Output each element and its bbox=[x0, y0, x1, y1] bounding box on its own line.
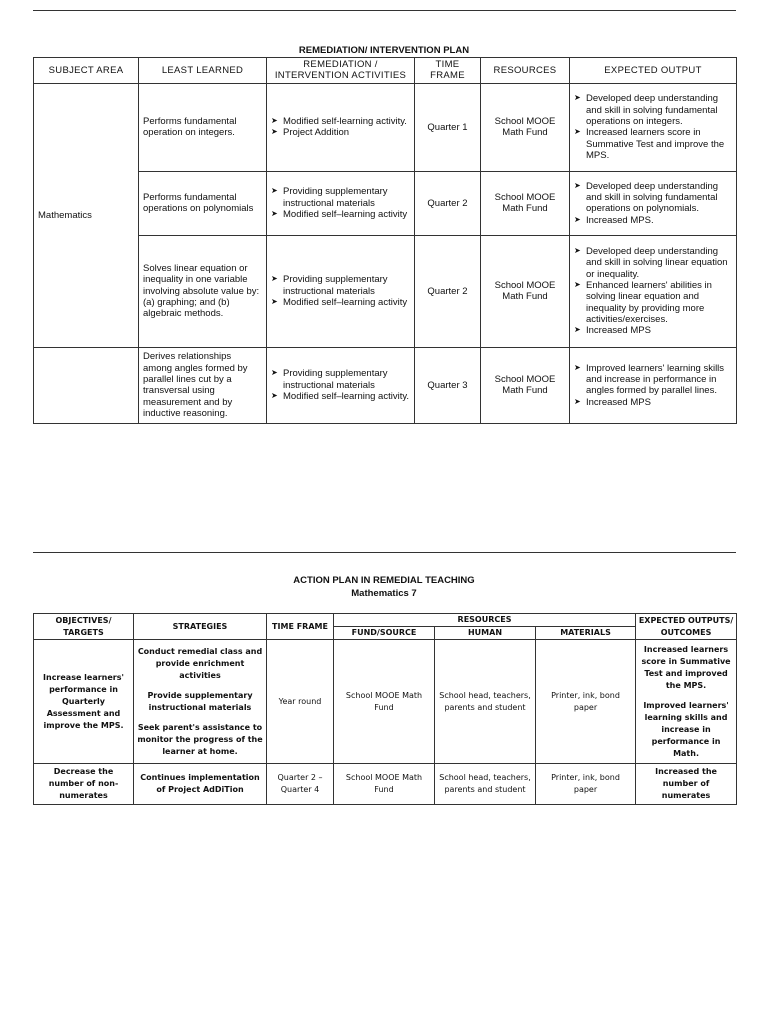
human-cell: School head, teachers, parents and student bbox=[435, 640, 536, 764]
strategies-cell bbox=[134, 640, 267, 764]
time-frame-cell: Quarter 2 – Quarter 4 bbox=[267, 764, 334, 805]
remediation-plan-title: REMEDIATION/ INTERVENTION PLAN bbox=[298, 45, 470, 56]
list-item: ➤ Modified self–learning activity bbox=[271, 209, 410, 220]
table-row bbox=[34, 764, 737, 805]
objective-cell: Decrease the number of non-numerates bbox=[34, 764, 134, 805]
table-row bbox=[34, 83, 737, 171]
action-plan-table bbox=[33, 613, 737, 805]
activities-cell bbox=[267, 171, 415, 235]
outputs-cell: Increased the number of numerates bbox=[636, 764, 737, 805]
expected-output-cell bbox=[570, 83, 737, 171]
time-frame-cell: Quarter 2 bbox=[415, 171, 481, 235]
strategy-text: Conduct remedial class and provide enrichment activities bbox=[137, 646, 263, 680]
resources-cell: School MOOE Math Fund bbox=[481, 83, 570, 171]
header-fund-source: FUND/SOURCE bbox=[334, 627, 435, 640]
list-item: ➤ Increased MPS bbox=[574, 325, 732, 336]
expected-output-cell bbox=[570, 171, 737, 235]
activities-cell bbox=[267, 347, 415, 423]
header-subject-area: SUBJECT AREA bbox=[34, 58, 139, 84]
list-item: ➤ Improved learners' learning skills and increase in performance in angles formed by parallel lines. bbox=[574, 363, 732, 397]
least-learned-cell: Derives relationships among angles formed by parallel lines cut by a transversal using measurement and by inductive reasoning. bbox=[139, 347, 267, 423]
action-plan-title: ACTION PLAN IN REMEDIAL TEACHING bbox=[293, 575, 475, 586]
objective-cell: Increase learners' performance in Quarterly Assessment and improve the MPS. bbox=[34, 640, 134, 764]
time-frame-cell: Quarter 2 bbox=[415, 235, 481, 347]
header-time-frame: TIME FRAME bbox=[267, 614, 334, 640]
activities-cell bbox=[267, 83, 415, 171]
subject-cell-empty bbox=[34, 347, 139, 423]
time-frame-cell: Quarter 3 bbox=[415, 347, 481, 423]
header-activities: REMEDIATION / INTERVENTION ACTIVITIES bbox=[267, 58, 415, 84]
header-human: HUMAN bbox=[435, 627, 536, 640]
table-header-row bbox=[34, 614, 737, 627]
least-learned-cell: Performs fundamental operations on polynomials bbox=[139, 171, 267, 235]
expected-output-cell bbox=[570, 347, 737, 423]
remediation-plan-table bbox=[33, 57, 737, 424]
header-resources: RESOURCES bbox=[334, 614, 636, 627]
fund-cell: School MOOE Math Fund bbox=[334, 640, 435, 764]
subject-cell: Mathematics bbox=[34, 83, 139, 347]
list-item: ➤ Increased MPS. bbox=[574, 215, 732, 226]
table-row bbox=[34, 640, 737, 764]
table-row bbox=[34, 347, 737, 423]
output-text: Increased learners score in Summative Test and improved the MPS. bbox=[641, 644, 731, 690]
resources-cell: School MOOE Math Fund bbox=[481, 347, 570, 423]
human-cell: School head, teachers, parents and student bbox=[435, 764, 536, 805]
header-materials: MATERIALS bbox=[536, 627, 636, 640]
outputs-cell bbox=[636, 640, 737, 764]
time-frame-cell: Year round bbox=[267, 640, 334, 764]
strategy-text: Seek parent's assistance to monitor the progress of the learner at home. bbox=[137, 722, 263, 756]
section-rule bbox=[33, 552, 736, 553]
resources-cell: School MOOE Math Fund bbox=[481, 235, 570, 347]
table-row bbox=[34, 235, 737, 347]
header-strategies: STRATEGIES bbox=[134, 614, 267, 640]
list-item: ➤ Enhanced learners' abilities in solving linear equation and inequality by providing more activities/exercises. bbox=[574, 280, 732, 326]
header-expected-output: EXPECTED OUTPUT bbox=[570, 58, 737, 84]
list-item: ➤ Increased learners score in Summative Test and improve the MPS. bbox=[574, 127, 732, 161]
expected-output-cell bbox=[570, 235, 737, 347]
header-resources: RESOURCES bbox=[481, 58, 570, 84]
list-item: ➤ Modified self–learning activity. bbox=[271, 391, 410, 402]
list-item: ➤ Project Addition bbox=[271, 127, 410, 138]
list-item: ➤ Developed deep understanding and skill in solving fundamental operations on polynomials. bbox=[574, 181, 732, 215]
list-item: ➤ Providing supplementary instructional materials bbox=[271, 186, 410, 209]
header-time-frame: TIME FRAME bbox=[415, 58, 481, 84]
time-frame-cell: Quarter 1 bbox=[415, 83, 481, 171]
header-objectives: OBJECTIVES/ TARGETS bbox=[34, 614, 134, 640]
table-row bbox=[34, 171, 737, 235]
least-learned-cell: Performs fundamental operation on integers. bbox=[139, 83, 267, 171]
output-text: Improved learners' learning skills and increase in performance in Math. bbox=[643, 700, 729, 758]
list-item: ➤ Increased MPS bbox=[574, 397, 732, 408]
header-least-learned: LEAST LEARNED bbox=[139, 58, 267, 84]
list-item: ➤ Providing supplementary instructional materials bbox=[271, 368, 410, 391]
list-item: ➤ Developed deep understanding and skill in solving fundamental operations on integers. bbox=[574, 93, 732, 127]
materials-cell: Printer, ink, bond paper bbox=[536, 764, 636, 805]
action-plan-subtitle: Mathematics 7 bbox=[351, 588, 417, 599]
fund-cell: School MOOE Math Fund bbox=[334, 764, 435, 805]
strategies-cell: Continues implementation of Project AdDiTion bbox=[134, 764, 267, 805]
top-rule bbox=[33, 10, 736, 11]
materials-cell: Printer, ink, bond paper bbox=[536, 640, 636, 764]
strategy-text: Provide supplementary instructional materials bbox=[147, 690, 253, 712]
resources-cell: School MOOE Math Fund bbox=[481, 171, 570, 235]
list-item: ➤ Modified self–learning activity bbox=[271, 297, 410, 308]
least-learned-cell: Solves linear equation or inequality in one variable involving absolute value by: (a) graphing; and (b) algebraic methods. bbox=[139, 235, 267, 347]
list-item: ➤ Developed deep understanding and skill in solving linear equation or inequality. bbox=[574, 246, 732, 280]
list-item: ➤ Modified self-learning activity. bbox=[271, 116, 410, 127]
list-item: ➤ Providing supplementary instructional materials bbox=[271, 274, 410, 297]
table-header-row bbox=[34, 58, 737, 84]
activities-cell bbox=[267, 235, 415, 347]
header-expected-outputs: EXPECTED OUTPUTS/ OUTCOMES bbox=[636, 614, 737, 640]
